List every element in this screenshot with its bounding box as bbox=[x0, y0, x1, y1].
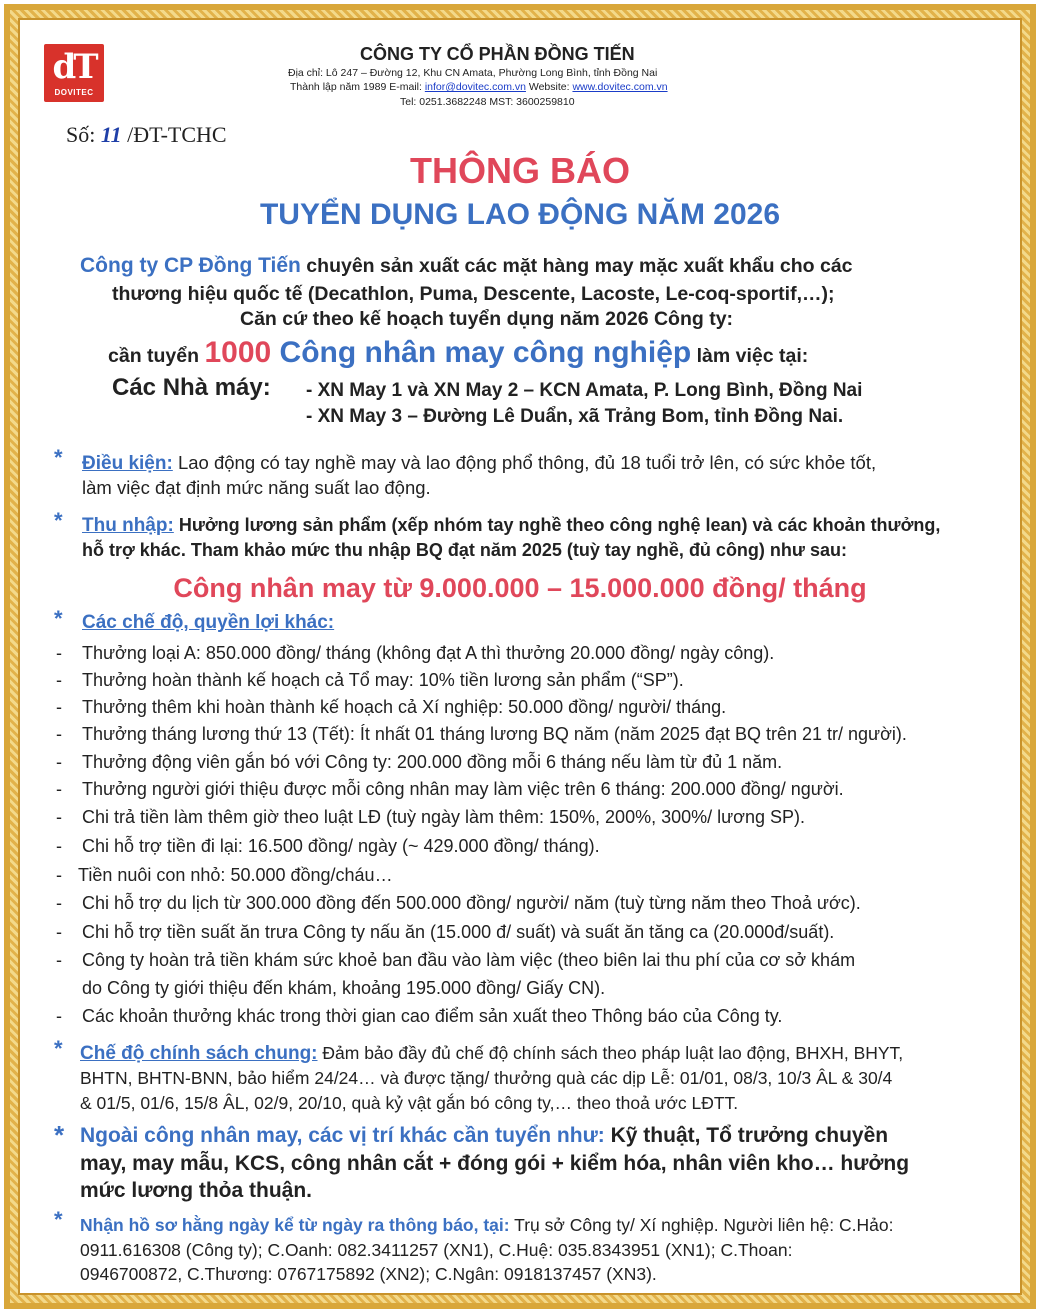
company-logo bbox=[44, 44, 104, 102]
intro-line-1-text: chuyên sản xuất các mặt hàng may mặc xuất khẩu cho các bbox=[300, 255, 853, 277]
contact-line-2: 0911.616308 (Công ty); C.Oanh: 082.3411257 (XN1), C.Huệ: 035.8343951 (XN1); C.Thoan: bbox=[80, 1240, 793, 1260]
factory-item-2: - XN May 3 – Đường Lê Duẩn, xã Trảng Bom, tỉnh Đồng Nai. bbox=[306, 406, 844, 427]
benefit-item: Thưởng thêm khi hoàn thành kế hoạch cả Xí nghiệp: 50.000 đồng/ người/ tháng. bbox=[82, 697, 727, 717]
bullet-star: * bbox=[54, 1120, 65, 1150]
benefit-dash: - bbox=[56, 1006, 62, 1026]
benefit-item: Thưởng hoàn thành kế hoạch cả Tổ may: 10% tiền lương sản phẩm (“SP”). bbox=[82, 670, 684, 690]
intro-line-3: Căn cứ theo kế hoạch tuyển dụng năm 2026 Công ty: bbox=[240, 308, 734, 330]
founded-text: Thành lập năm 1989 E-mail: bbox=[290, 81, 425, 93]
benefit-dash: - bbox=[56, 922, 62, 942]
benefit-dash: - bbox=[56, 950, 62, 970]
benefit-item: Chi trả tiền làm thêm giờ theo luật LĐ (tuỳ ngày làm thêm: 150%, 200%, 300%/ lương SP). bbox=[82, 807, 806, 827]
benefit-item: Các khoản thưởng khác trong thời gian cao điểm sản xuất theo Thông báo của Công ty. bbox=[82, 1006, 783, 1026]
logo-text: DOVITEC bbox=[54, 88, 94, 97]
policy-line-1 bbox=[80, 1043, 903, 1065]
need-prefix: cần tuyển bbox=[108, 345, 205, 367]
doc-number-prefix: Số: bbox=[66, 122, 101, 147]
benefit-item: Thưởng loại A: 850.000 đồng/ tháng (không đạt A thì thưởng 20.000 đồng/ ngày công). bbox=[82, 643, 775, 663]
benefit-dash: - bbox=[56, 670, 62, 690]
benefit-item: Chi hỗ trợ tiền suất ăn trưa Công ty nấu ăn (15.000 đ/ suất) và suất ăn tăng ca (20.000đ/suất). bbox=[82, 922, 835, 942]
notice-subtitle: TUYỂN DỤNG LAO ĐỘNG NĂM 2026 bbox=[259, 198, 781, 231]
policy-label: Chế độ chính sách chung: bbox=[80, 1043, 318, 1064]
income-line-2: hỗ trợ khác. Tham khảo mức thu nhập BQ đạt năm 2025 (tuỳ tay nghề, đủ công) như sau: bbox=[82, 540, 847, 560]
benefit-dash: - bbox=[56, 752, 62, 772]
other-positions-text-1: Kỹ thuật, Tổ trưởng chuyền bbox=[604, 1124, 889, 1147]
document-number bbox=[66, 122, 227, 148]
bullet-star: * bbox=[54, 606, 63, 631]
phone-tax-line: Tel: 0251.3682248 MST: 3600259810 bbox=[400, 96, 575, 108]
bullet-star: * bbox=[54, 445, 63, 470]
notice-title: THÔNG BÁO bbox=[410, 150, 630, 191]
income-text-1: Hưởng lương sản phẩm (xếp nhóm tay nghề theo công nghệ lean) và các khoản thưởng, bbox=[173, 515, 941, 535]
factories-label: Các Nhà máy: bbox=[112, 374, 271, 401]
contact-line-3: 0946700872, C.Thương: 0767175892 (XN2); C.Ngân: 0918137457 (XN3). bbox=[80, 1264, 657, 1284]
benefit-dash: - bbox=[56, 893, 62, 913]
policy-line-3: & 01/5, 01/6, 15/8 ÂL, 02/9, 20/10, quà kỷ vật gắn bó công ty,… theo thoả ước LĐTT. bbox=[80, 1093, 739, 1113]
intro-line-2: thương hiệu quốc tế (Decathlon, Puma, Descente, Lacoste, Le-coq-sportif,…); bbox=[112, 283, 835, 305]
benefit-dash: - bbox=[56, 865, 62, 885]
logo-letters: dT bbox=[52, 47, 96, 87]
need-suffix: làm việc tại: bbox=[691, 345, 809, 367]
benefit-item: Công ty hoàn trả tiền khám sức khoẻ ban đầu vào làm việc (theo biên lai thu phí của cơ sở khám bbox=[82, 950, 856, 970]
company-name: CÔNG TY CỔ PHẦN ĐỒNG TIẾN bbox=[360, 44, 635, 64]
email-link[interactable]: infor@dovitec.com.vn bbox=[424, 81, 526, 93]
need-role: Công nhân may công nghiệp bbox=[271, 336, 692, 369]
bullet-star: * bbox=[54, 508, 63, 533]
benefit-dash: - bbox=[56, 643, 62, 663]
benefit-item: Thưởng người giới thiệu được mỗi công nhân may làm việc trên 6 tháng: 200.000 đồng/ người. bbox=[82, 779, 844, 799]
income-line-1 bbox=[82, 515, 940, 537]
doc-number-suffix: /ĐT-TCHC bbox=[121, 122, 227, 147]
doc-number-value: 11 bbox=[100, 122, 122, 147]
website-label: Website: bbox=[525, 81, 573, 93]
benefit-item: Chi hỗ trợ tiền đi lại: 16.500 đồng/ ngày (~ 429.000 đồng/ tháng). bbox=[82, 836, 600, 856]
benefit-item: Thưởng động viên gắn bó với Công ty: 200.000 đồng mỗi 6 tháng nếu làm từ đủ 1 năm. bbox=[82, 752, 783, 772]
contact-label: Nhận hồ sơ hằng ngày kể từ ngày ra thông báo, tại: bbox=[80, 1215, 510, 1235]
conditions-line-1 bbox=[82, 452, 876, 475]
benefit-item: Thưởng tháng lương thứ 13 (Tết): Ít nhất 01 tháng lương BQ năm (năm 2025 đạt BQ trên 21 tr/ người). bbox=[82, 724, 907, 744]
factory-item-1: - XN May 1 và XN May 2 – KCN Amata, P. Long Bình, Đồng Nai bbox=[306, 380, 863, 401]
contact-text-1: Trụ sở Công ty/ Xí nghiệp. Người liên hệ: C.Hảo: bbox=[509, 1215, 894, 1235]
conditions-label: Điều kiện: bbox=[82, 453, 173, 474]
company-address: Địa chỉ: Lô 247 – Đường 12, Khu CN Amata, Phường Long Bình, tỉnh Đồng Nai bbox=[288, 67, 658, 79]
conditions-line-2: làm việc đạt định mức năng suất lao động. bbox=[82, 477, 431, 498]
conditions-text-1: Lao động có tay nghề may và lao động phổ thông, đủ 18 tuổi trở lên, có sức khỏe tốt, bbox=[172, 452, 877, 473]
benefit-dash: - bbox=[56, 697, 62, 717]
income-label: Thu nhập: bbox=[82, 515, 174, 536]
benefits-label: Các chế độ, quyền lợi khác: bbox=[82, 612, 335, 633]
benefit-item: Tiền nuôi con nhỏ: 50.000 đồng/cháu… bbox=[78, 865, 393, 885]
policy-text-1: Đảm bảo đầy đủ chế độ chính sách theo pháp luật lao động, BHXH, BHYT, bbox=[317, 1043, 904, 1063]
benefit-item: Chi hỗ trợ du lịch từ 300.000 đồng đến 500.000 đồng/ người/ năm (tuỳ từng năm theo Thoả ước). bbox=[82, 893, 861, 913]
benefit-dash: - bbox=[56, 779, 62, 799]
other-positions-line-2: may, may mẫu, KCS, công nhân cắt + đóng gói + kiểm hóa, nhân viên kho… hưởng bbox=[80, 1152, 910, 1175]
need-count: 1000 bbox=[204, 336, 272, 369]
contact-line-1 bbox=[80, 1215, 893, 1236]
other-positions-line-1 bbox=[80, 1124, 888, 1148]
company-contact-line bbox=[290, 81, 668, 93]
benefit-item-continued: do Công ty giới thiệu đến khám, khoảng 195.000 đồng/ Giấy CN). bbox=[82, 978, 606, 998]
recruit-need-line bbox=[108, 336, 808, 370]
intro-company-name: Công ty CP Đồng Tiến bbox=[80, 254, 301, 277]
wage-range: Công nhân may từ 9.000.000 – 15.000.000 đồng/ tháng bbox=[173, 573, 867, 603]
benefit-dash: - bbox=[56, 836, 62, 856]
bullet-star: * bbox=[54, 1207, 63, 1232]
other-positions-line-3: mức lương thỏa thuận. bbox=[80, 1179, 313, 1202]
bullet-star: * bbox=[54, 1036, 63, 1061]
intro-line-1 bbox=[80, 254, 853, 278]
website-link[interactable]: www.dovitec.com.vn bbox=[572, 81, 668, 93]
benefit-dash: - bbox=[56, 807, 62, 827]
benefit-dash: - bbox=[56, 724, 62, 744]
policy-line-2: BHTN, BHTN-BNN, bảo hiểm 24/24… và được tặng/ thưởng quà các dịp Lễ: 01/01, 08/3, 10/3 ÂL & 30/4 bbox=[80, 1068, 893, 1088]
other-positions-label: Ngoài công nhân may, các vị trí khác cần tuyển như: bbox=[80, 1124, 605, 1147]
